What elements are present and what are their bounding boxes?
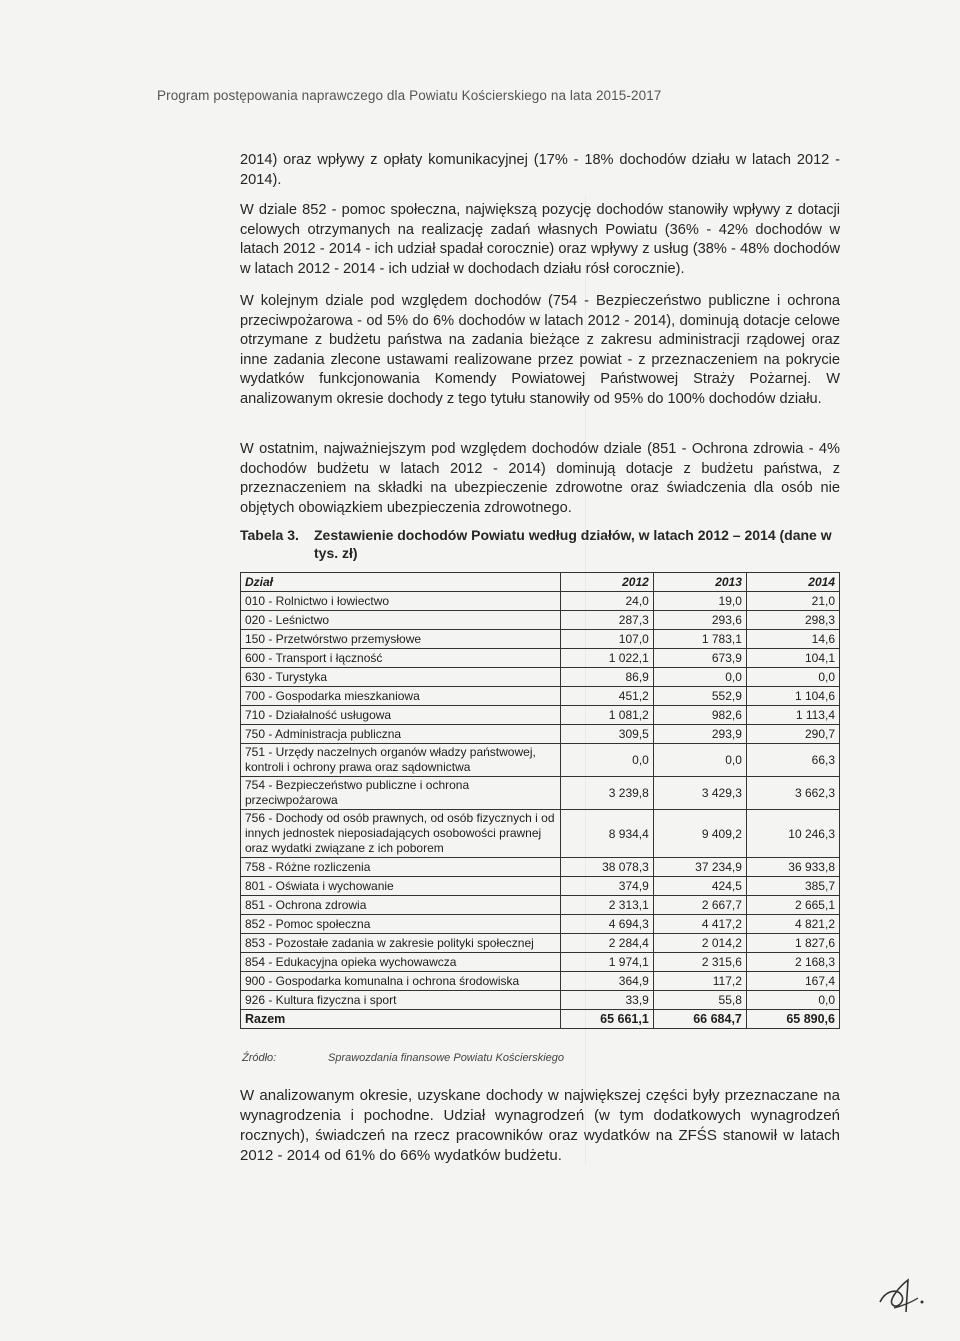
total-value-cell: 66 684,7	[653, 1010, 746, 1029]
row-value-cell: 9 409,2	[653, 810, 746, 858]
paragraph-1: 2014) oraz wpływy z opłaty komunikacyjnej (17% - 18% dochodów działu w latach 2012 - 2014).	[240, 152, 840, 188]
table-source	[242, 1052, 565, 1064]
row-value-cell: 117,2	[653, 972, 746, 991]
row-value-cell: 385,7	[746, 877, 839, 896]
row-value-cell: 552,9	[653, 687, 746, 706]
row-label-cell: 900 - Gospodarka komunalna i ochrona środowiska	[241, 972, 561, 991]
handwritten-signature-icon	[872, 1268, 932, 1323]
row-value-cell: 66,3	[746, 744, 839, 777]
source-value: Sprawozdania finansowe Powiatu Kościerskiego	[328, 1052, 565, 1064]
table-row	[241, 725, 840, 744]
row-label-cell: 020 - Leśnictwo	[241, 611, 561, 630]
table-row	[241, 649, 840, 668]
row-value-cell: 1 113,4	[746, 706, 839, 725]
row-value-cell: 2 168,3	[746, 953, 839, 972]
row-value-cell: 2 313,1	[560, 896, 653, 915]
header-cell-dzial: Dział	[241, 573, 561, 592]
total-value-cell: 65 890,6	[746, 1010, 839, 1029]
row-value-cell: 1 827,6	[746, 934, 839, 953]
row-value-cell: 19,0	[653, 592, 746, 611]
row-value-cell: 1 104,6	[746, 687, 839, 706]
table-row	[241, 668, 840, 687]
table-row	[241, 630, 840, 649]
header-cell-2014: 2014	[746, 573, 839, 592]
row-label-cell: 801 - Oświata i wychowanie	[241, 877, 561, 896]
row-value-cell: 293,9	[653, 725, 746, 744]
row-label-cell: 150 - Przetwórstwo przemysłowe	[241, 630, 561, 649]
total-value-cell: 65 661,1	[560, 1010, 653, 1029]
paragraph-2: W dziale 852 - pomoc społeczna, największą pozycję dochodów stanowiły wpływy z dotacji celowych otrzymanych na realizację zadań własnych Powiatu (36% - 42% dochodów w latach 2012 - 2014 - ich udział spadał corocznie) oraz wpływy z usług (38% - 48% dochodów w latach 2012 - 2014 - ich udział w dochodach działu rósł corocznie).	[240, 202, 840, 277]
row-value-cell: 1 783,1	[653, 630, 746, 649]
table-row	[241, 611, 840, 630]
row-value-cell: 3 429,3	[653, 777, 746, 810]
table-row	[241, 706, 840, 725]
row-value-cell: 8 934,4	[560, 810, 653, 858]
row-value-cell: 24,0	[560, 592, 653, 611]
row-value-cell: 55,8	[653, 991, 746, 1010]
table-row	[241, 744, 840, 777]
table-header-row	[241, 573, 840, 592]
paragraph-3: W kolejnym dziale pod względem dochodów (754 - Bezpieczeństwo publiczne i ochrona przeciwpożarowa - od 5% do 6% dochodów w latach 2012 - 2014), dominują dotacje celowe otrzymane z budżetu państwa na zadania bieżące z zakresu administracji rządowej oraz inne zadania zlecone ustawami realizowane przez powiat - z przeznaczeniem na pokrycie wydatków funkcjonowania Komendy Powiatowej Państwowej Straży Pożarnej. W analizowanym okresie dochody z tego tytułu stanowiły od 95% do 100% dochodów działu.	[240, 293, 840, 407]
row-value-cell: 38 078,3	[560, 858, 653, 877]
table-row	[241, 915, 840, 934]
row-value-cell: 982,6	[653, 706, 746, 725]
row-label-cell: 750 - Administracja publiczna	[241, 725, 561, 744]
paragraph-4: W ostatnim, najważniejszym pod względem dochodów dziale (851 - Ochrona zdrowia - 4% dochodów budżetu w latach 2012 - 2014) dominują dotacje z budżetu państwa, z przeznaczeniem na składki na ubezpieczenie zdrowotne oraz świadczenia dla osób nie objętych obowiązkiem ubezpieczenia zdrowotnego.	[240, 441, 840, 516]
table-row	[241, 934, 840, 953]
row-value-cell: 298,3	[746, 611, 839, 630]
table-body	[241, 592, 840, 1029]
row-value-cell: 3 239,8	[560, 777, 653, 810]
table-row	[241, 877, 840, 896]
table-row	[241, 896, 840, 915]
paragraph-5: W analizowanym okresie, uzyskane dochody w największej części były przeznaczane na wynagrodzenia i pochodne. Udział wynagrodzeń (w tym dodatkowych wynagrodzeń rocznych), świadczeń na rzecz pracowników oraz wydatków na ZFŚS stanowił w latach 2012 - 2014 od 61% do 66% wydatków budżetu.	[240, 1087, 840, 1164]
table-row	[241, 953, 840, 972]
row-label-cell: 852 - Pomoc społeczna	[241, 915, 561, 934]
table-row	[241, 777, 840, 810]
row-value-cell: 287,3	[560, 611, 653, 630]
row-value-cell: 4 417,2	[653, 915, 746, 934]
row-value-cell: 21,0	[746, 592, 839, 611]
header-cell-2013: 2013	[653, 573, 746, 592]
row-value-cell: 86,9	[560, 668, 653, 687]
table-total-row	[241, 1010, 840, 1029]
row-value-cell: 0,0	[560, 744, 653, 777]
row-label-cell: 751 - Urzędy naczelnych organów władzy państwowej, kontroli i ochrony prawa oraz sądownictwa	[241, 744, 561, 777]
row-value-cell: 4 694,3	[560, 915, 653, 934]
row-value-cell: 1 081,2	[560, 706, 653, 725]
row-label-cell: 700 - Gospodarka mieszkaniowa	[241, 687, 561, 706]
row-value-cell: 4 821,2	[746, 915, 839, 934]
row-value-cell: 0,0	[653, 744, 746, 777]
row-label-cell: 600 - Transport i łączność	[241, 649, 561, 668]
row-value-cell: 167,4	[746, 972, 839, 991]
table-row	[241, 858, 840, 877]
row-value-cell: 293,6	[653, 611, 746, 630]
row-label-cell: 851 - Ochrona zdrowia	[241, 896, 561, 915]
table-row	[241, 991, 840, 1010]
row-value-cell: 673,9	[653, 649, 746, 668]
row-value-cell: 0,0	[746, 991, 839, 1010]
row-value-cell: 0,0	[653, 668, 746, 687]
header-cell-2012: 2012	[560, 573, 653, 592]
row-label-cell: 926 - Kultura fizyczna i sport	[241, 991, 561, 1010]
row-label-cell: 853 - Pozostałe zadania w zakresie polityki społecznej	[241, 934, 561, 953]
row-value-cell: 3 662,3	[746, 777, 839, 810]
row-label-cell: 854 - Edukacyjna opieka wychowawcza	[241, 953, 561, 972]
row-value-cell: 424,5	[653, 877, 746, 896]
row-value-cell: 14,6	[746, 630, 839, 649]
row-label-cell: 010 - Rolnictwo i łowiectwo	[241, 592, 561, 611]
row-value-cell: 374,9	[560, 877, 653, 896]
row-label-cell: 630 - Turystyka	[241, 668, 561, 687]
row-value-cell: 33,9	[560, 991, 653, 1010]
row-value-cell: 2 315,6	[653, 953, 746, 972]
row-value-cell: 1 974,1	[560, 953, 653, 972]
row-label-cell: 756 - Dochody od osób prawnych, od osób fizycznych i od innych jednostek nieposiadających osobowości prawnej oraz wydatki związane z ich poborem	[241, 810, 561, 858]
row-label-cell: 754 - Bezpieczeństwo publiczne i ochrona przeciwpożarowa	[241, 777, 561, 810]
row-value-cell: 36 933,8	[746, 858, 839, 877]
total-label-cell: Razem	[241, 1010, 561, 1029]
row-value-cell: 107,0	[560, 630, 653, 649]
row-value-cell: 1 022,1	[560, 649, 653, 668]
table-row	[241, 810, 840, 858]
table-caption-text: Zestawienie dochodów Powiatu według działów, w latach 2012 – 2014 (dane w tys. zł)	[314, 527, 832, 561]
row-value-cell: 364,9	[560, 972, 653, 991]
row-value-cell: 290,7	[746, 725, 839, 744]
row-value-cell: 2 665,1	[746, 896, 839, 915]
row-value-cell: 2 014,2	[653, 934, 746, 953]
row-value-cell: 0,0	[746, 668, 839, 687]
table-caption	[240, 526, 840, 562]
row-value-cell: 451,2	[560, 687, 653, 706]
source-label: Źródło:	[242, 1052, 277, 1064]
revenue-table	[240, 572, 840, 1029]
row-value-cell: 2 284,4	[560, 934, 653, 953]
row-value-cell: 37 234,9	[653, 858, 746, 877]
table-caption-label: Tabela 3.	[240, 527, 299, 543]
table-row	[241, 592, 840, 611]
row-label-cell: 710 - Działalność usługowa	[241, 706, 561, 725]
row-value-cell: 309,5	[560, 725, 653, 744]
row-label-cell: 758 - Różne rozliczenia	[241, 858, 561, 877]
table-row	[241, 687, 840, 706]
row-value-cell: 2 667,7	[653, 896, 746, 915]
row-value-cell: 104,1	[746, 649, 839, 668]
table-row	[241, 972, 840, 991]
row-value-cell: 10 246,3	[746, 810, 839, 858]
page-header: Program postępowania naprawczego dla Powiatu Kościerskiego na lata 2015-2017	[157, 88, 662, 103]
